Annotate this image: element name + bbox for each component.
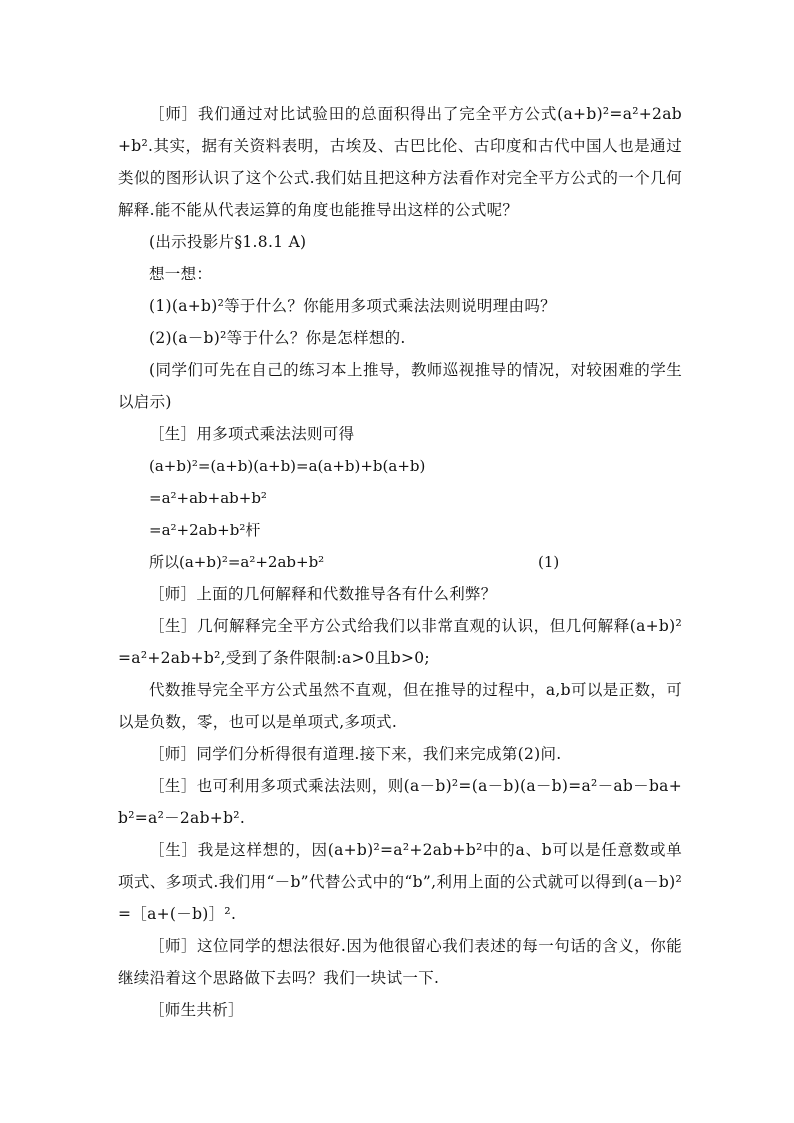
paragraph-teacher-praise: ［师］这位同学的想法很好.因为他很留心我们表述的每一句话的含义，你能继续沿着这个思路做下去吗？我们一块试一下. [118,937,682,987]
equation-line-3: =a²+2ab+b²杆 [149,521,261,539]
paragraph-student-method-2: ［生］我是这样想的，因(a+b)²=a²+2ab+b²中的a、b可以是任意数或单项式、多项式.我们用“－b”代替公式中的“b”,利用上面的公式就可以得到(a－b)²=［a+(－b)］². [118,841,682,923]
equation-result: 所以(a+b)²=a²+2ab+b² [149,553,325,571]
paragraph-teacher-next: ［师］同学们分析得很有道理.接下来，我们来完成第(2)问. [149,745,562,763]
paragraph-classroom-note: (同学们可先在自己的练习本上推导，教师巡视推导的情况，对较困难的学生以启示) [118,361,682,411]
equation-line-2: =a²+ab+ab+b² [149,489,267,507]
paragraph-think: 想一想： [149,265,213,283]
paragraph-joint-analysis: ［师生共析］ [149,1001,244,1019]
paragraph-teacher-question: ［师］上面的几何解释和代数推导各有什么利弊？ [149,585,497,603]
equation-line-1: (a+b)²=(a+b)(a+b)=a(a+b)+b(a+b) [149,457,426,475]
paragraph-student-method-1: ［生］也可利用多项式乘法法则，则(a－b)²=(a－b)(a－b)=a²－ab－ba+b²=a²－2ab+b². [118,777,682,827]
question-2: (2)(a－b)²等于什么？你是怎样想的. [149,329,406,347]
paragraph-projector-note: (出示投影片§1.8.1 A) [149,233,307,251]
paragraph-student-derivation: ［生］用多项式乘法法则可得 [149,425,355,443]
question-1: (1)(a+b)²等于什么？你能用多项式乘法法则说明理由吗？ [149,297,556,315]
paragraph-algebraic-explanation: 代数推导完全平方公式虽然不直观，但在推导的过程中，a,b可以是正数，可以是负数，零，也可以是单项式,多项式. [118,681,682,731]
paragraph-geometric-explanation: ［生］几何解释完全平方公式给我们以非常直观的认识，但几何解释(a+b)²=a²+2ab+b²,受到了条件限制:a>0且b>0; [118,617,682,667]
equation-line-4 [118,546,682,578]
equation-number: (1) [538,553,560,571]
paragraph-teacher-intro: ［师］我们通过对比试验田的总面积得出了完全平方公式(a+b)²=a²+2ab+b².其实，据有关资料表明，古埃及、古巴比伦、古印度和古代中国人也是通过类似的图形认识了这个公式.我们姑且把这种方法看作对完全平方公式的一个几何解释.能不能从代表运算的角度也能推导出这样的公式呢？ [118,105,682,219]
